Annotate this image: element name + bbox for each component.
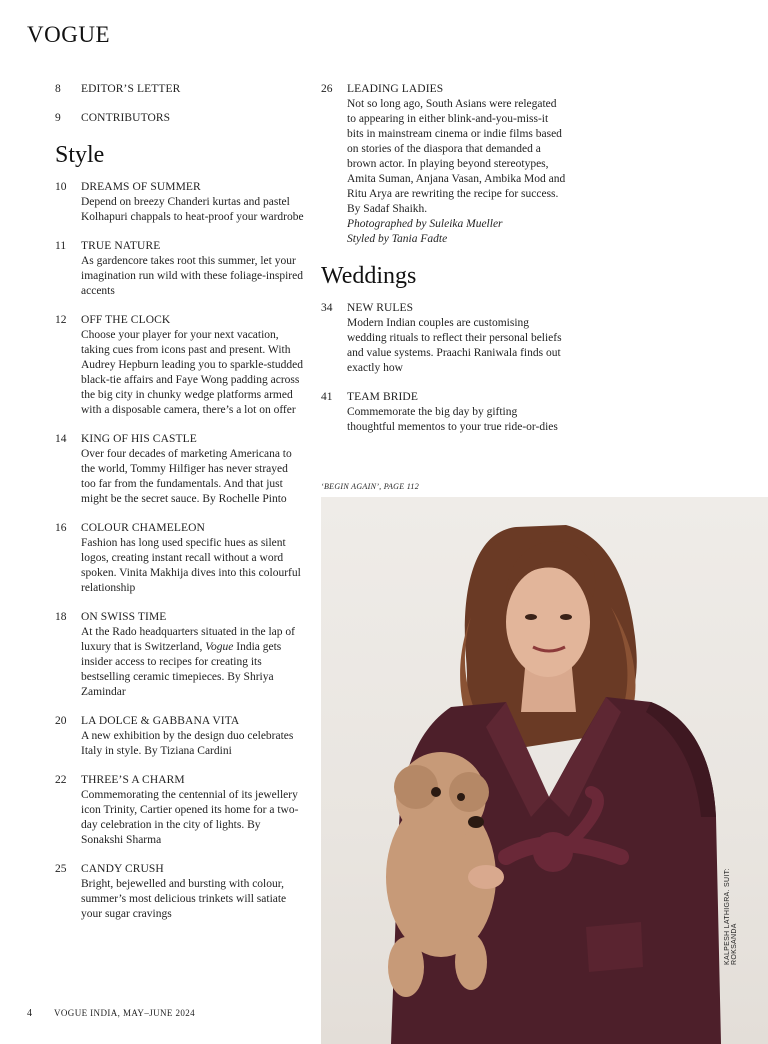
contents-entry[interactable] [55, 714, 305, 759]
contents-right-column [321, 82, 566, 449]
entry-description: A new exhibition by the design duo celebrates Italy in style. By Tiziana Cardini [81, 730, 294, 757]
contents-entry[interactable] [55, 239, 305, 299]
page-number: 26 [321, 83, 333, 95]
page-number: 20 [55, 715, 67, 727]
photo-caption: ‘BEGIN AGAIN’, PAGE 112 [321, 482, 419, 491]
contents-entry[interactable] [55, 313, 305, 418]
entry-title: TEAM BRIDE [347, 391, 418, 403]
entry-title: LA DOLCE & GABBANA VITA [81, 715, 240, 727]
page-number: 22 [55, 774, 67, 786]
page-number: 11 [55, 240, 67, 252]
entry-title: DREAMS OF SUMMER [81, 181, 201, 193]
entry-description-part: At the Rado headquarters situated in the lap of luxury that is Switzerland, [81, 626, 295, 653]
entry-description: Depend on breezy Chanderi kurtas and pastel Kolhapuri chappals to heat-proof your wardrobe [81, 196, 304, 223]
section-heading-weddings: Weddings [321, 263, 417, 289]
page-number: 9 [55, 112, 61, 124]
entry-description: Commemorating the centennial of its jewellery icon Trinity, Cartier opened its home for a two-day celebration in the city of lights. By Sonakshi Sharma [81, 789, 299, 846]
contents-entry[interactable] [321, 82, 566, 247]
entry-description: Modern Indian couples are customising wedding rituals to reflect their personal beliefs and value systems. Praachi Raniwala finds out exactly how [347, 317, 562, 374]
entry-title: EDITOR’S LETTER [81, 83, 181, 95]
entry-title: KING OF HIS CASTLE [81, 433, 197, 445]
photo-credit: KALPESH LATHIGRA. SUIT: ROKSANDA [724, 868, 738, 965]
entry-title: LEADING LADIES [347, 83, 444, 95]
page-number: 8 [55, 83, 61, 95]
section-heading-style: Style [55, 142, 105, 168]
entry-description: Choose your player for your next vacation, taking cues from icons past and present. With Audrey Hepburn leading you to sparkle-studded black-tie affairs and Faye Wong padding across the big city in chunky wedge platforms armed with a disposable camera, there’s a lot on offer [81, 329, 303, 416]
page-footer [27, 1008, 195, 1019]
page-number: 34 [321, 302, 333, 314]
cover-photo [321, 497, 768, 1044]
page-number: 41 [321, 391, 333, 403]
contents-entry[interactable] [55, 432, 305, 507]
entry-description [81, 625, 305, 700]
entry-description: Over four decades of marketing Americana to the world, Tommy Hilfiger has never strayed too far from the fundamentals. And that just might be the secret sauce. By Rochelle Pinto [81, 448, 292, 505]
page-number: 10 [55, 181, 67, 193]
page-number: 16 [55, 522, 67, 534]
contents-entry[interactable] [55, 521, 305, 596]
contents-entry[interactable] [55, 111, 305, 126]
entry-title: NEW RULES [347, 302, 414, 314]
entry-title: TRUE NATURE [81, 240, 161, 252]
entry-description: Not so long ago, South Asians were relegated to appearing in either blink-and-you-miss-it bits in mainstream cinema or indie films based on stories of the diaspora that demanded a brown actor. In playing beyond stereotypes, Amita Suman, Anjana Vasan, Ambika Mod and Ritu Arya are rewriting the recipe for success. By Sadaf Shaikh. [347, 98, 566, 215]
contents-entry[interactable] [55, 82, 305, 97]
entry-description: Bright, bejewelled and bursting with colour, summer’s most delicious trinkets will satiate your sugar cravings [81, 878, 287, 920]
contents-entry[interactable] [321, 390, 566, 435]
stylist-credit: Styled by Tania Fadte [347, 233, 448, 245]
page-number: 18 [55, 611, 67, 623]
entry-description-part: India gets insider access to recipes for creating its bestselling ceramic timepieces. By Shriya Zamindar [81, 641, 282, 698]
folio-number: 4 [27, 1008, 33, 1019]
entry-title: THREE’S A CHARM [81, 774, 185, 786]
entry-title: CONTRIBUTORS [81, 112, 171, 124]
contents-entry[interactable] [55, 610, 305, 700]
entry-description: Fashion has long used specific hues as silent logos, creating instant recall without a word spoken. Vinita Makhija dives into this colourful relationship [81, 537, 301, 594]
masthead-logo: VOGUE [27, 22, 110, 47]
portrait-illustration [321, 497, 768, 1044]
contents-left-column [55, 82, 305, 936]
contents-entry[interactable] [55, 773, 305, 848]
entry-description: Commemorate the big day by gifting thoughtful mementos to your true ride-or-dies [347, 406, 558, 433]
entry-title: CANDY CRUSH [81, 863, 164, 875]
entry-description: As gardencore takes root this summer, let your imagination run wild with these foliage-inspired accents [81, 255, 303, 297]
entry-title: COLOUR CHAMELEON [81, 522, 205, 534]
contents-entry[interactable] [55, 862, 305, 922]
photographer-credit: Photographed by Suleika Mueller [347, 218, 503, 230]
contents-entry[interactable] [321, 301, 566, 376]
entry-title: ON SWISS TIME [81, 611, 167, 623]
publication-issue: VOGUE INDIA, MAY–JUNE 2024 [54, 1008, 196, 1018]
page-number: 12 [55, 314, 67, 326]
entry-description-italic: Vogue [205, 641, 234, 653]
page-number: 14 [55, 433, 67, 445]
contents-entry[interactable] [55, 180, 305, 225]
entry-title: OFF THE CLOCK [81, 314, 171, 326]
page-number: 25 [55, 863, 67, 875]
